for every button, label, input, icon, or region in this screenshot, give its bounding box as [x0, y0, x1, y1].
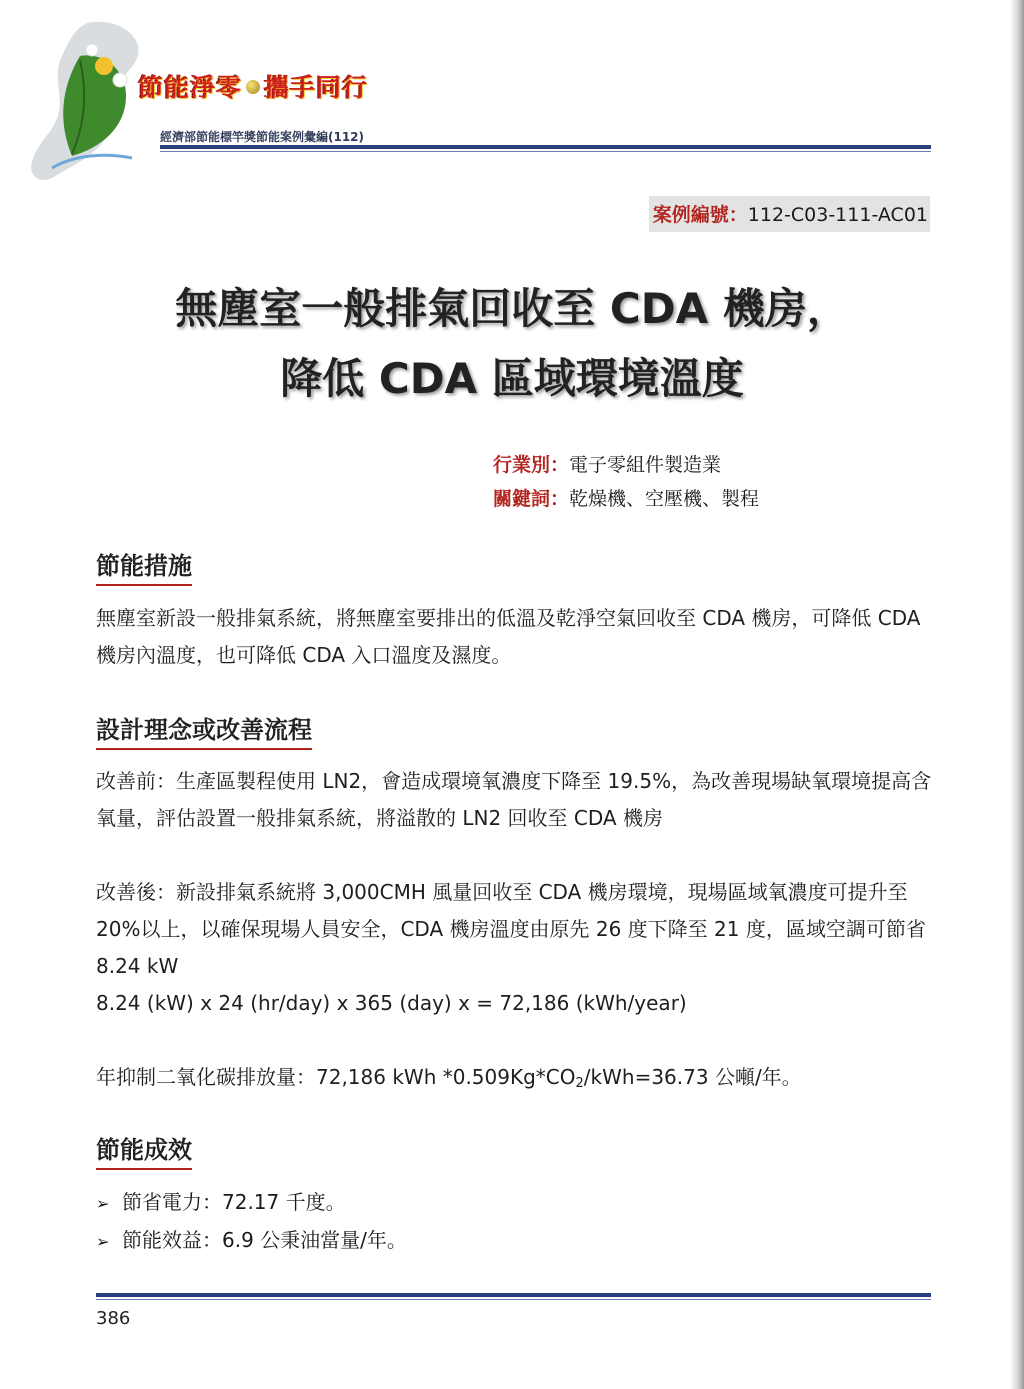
industry-label: 行業別：: [493, 454, 570, 476]
page-number: 386: [96, 1308, 131, 1329]
measures-text: 無塵室新設一般排氣系統，將無塵室要排出的低溫及乾淨空氣回收至 CDA 機房，可降低 CDA 機房內溫度，也可降低 CDA 入口溫度及濕度。: [96, 606, 921, 667]
case-number: [649, 196, 930, 232]
page-edge-shadow: [1010, 0, 1024, 1389]
co2-subscript: 2: [575, 1076, 584, 1091]
title-line-1: 無塵室一般排氣回收至 CDA 機房，: [175, 284, 849, 333]
case-meta: [493, 448, 759, 516]
design-before-text: 改善前：生產區製程使用 LN2，會造成環境氧濃度下降至 19.5%，為改善現場缺氧環境提高含氧量，評估設置一般排氣系統，將溢散的 LN2 回收至 CDA 機房: [96, 769, 932, 830]
list-item: [96, 1184, 346, 1222]
series-title: 經濟部節能標竿獎節能案例彙編(112): [160, 130, 365, 144]
result-item-2: 節能效益：6.9 公秉油當量/年。: [122, 1228, 407, 1252]
page-title: [0, 274, 1024, 414]
design-after-text: 改善後：新設排氣系統將 3,000CMH 風量回收至 CDA 機房環境，現場區域氧濃度可提升至 20%以上，以確保現場人員安全，CDA 機房溫度由原先 26 度下降至 21 度，區域空調可節省 8.24 kW: [96, 880, 926, 978]
header-rule: [160, 145, 931, 152]
list-item: [96, 1222, 407, 1260]
slogan-dot-icon: [246, 80, 260, 94]
co2-text-before: 年抑制二氧化碳排放量：72,186 kWh *0.509Kg*CO: [96, 1065, 576, 1089]
case-number-label: 案例編號：: [652, 204, 748, 226]
industry-value: 電子零組件製造業: [569, 454, 722, 476]
case-number-value: 112-C03-111-AC01: [747, 204, 928, 226]
measures-heading: 節能措施: [96, 546, 192, 586]
results-heading: 節能成效: [96, 1130, 192, 1170]
slogan: [138, 68, 368, 104]
keywords-label: 關鍵詞：: [493, 488, 570, 510]
design-heading: 設計理念或改善流程: [96, 710, 312, 750]
slogan-left: 節能淨零: [138, 73, 243, 102]
result-item-1: 節省電力：72.17 千度。: [122, 1190, 346, 1214]
co2-text-after: /kWh=36.73 公噸/年。: [583, 1065, 802, 1089]
keywords-value: 乾燥機、空壓機、製程: [569, 488, 760, 510]
footer-rule: [96, 1293, 931, 1300]
title-line-2: 降低 CDA 區域環境溫度: [280, 354, 744, 403]
arrow-bullet-icon: ➢: [96, 1194, 110, 1213]
industry-row: [493, 448, 759, 482]
keywords-row: [493, 482, 759, 516]
arrow-bullet-icon: ➢: [96, 1232, 110, 1251]
slogan-right: 攜手同行: [264, 73, 369, 102]
design-formula: 8.24 (kW) x 24 (hr/day) x 365 (day) x = 72,186 (kWh/year): [96, 991, 687, 1015]
co2-statement: [96, 1059, 932, 1102]
